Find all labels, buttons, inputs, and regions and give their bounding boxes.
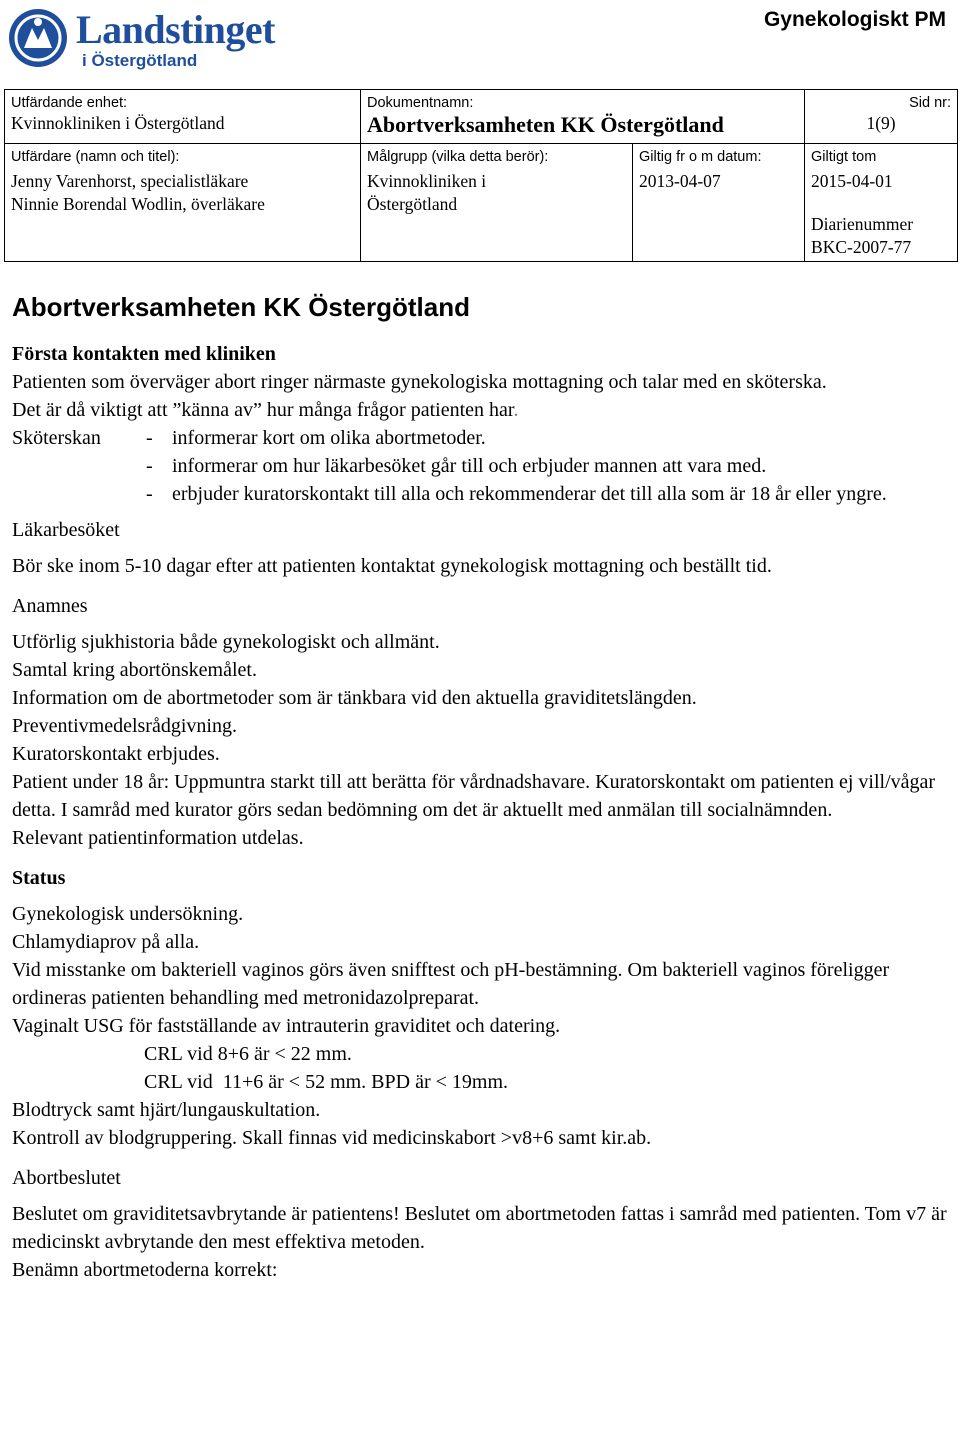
decision-heading: Abortbeslutet	[12, 1167, 121, 1189]
anamnes-heading: Anamnes	[12, 595, 88, 617]
nurse-lead: Sköterskan	[12, 427, 101, 449]
landstinget-emblem-icon	[6, 6, 70, 70]
first-contact-p2-end: .	[513, 399, 519, 421]
page-number-cell	[805, 90, 958, 144]
first-contact-p2	[12, 396, 952, 424]
list-dash: -	[146, 427, 153, 449]
list-item	[12, 424, 952, 452]
nurse-item-1: informerar kort om olika abortmetoder.	[172, 427, 486, 449]
valid-from-cell	[633, 144, 805, 262]
diary-number-label: Diarienummer	[811, 214, 914, 234]
doctor-visit-p1: Bör ske inom 5-10 dagar efter att patienten kontaktat gynekologisk mottagning och beställt tid.	[12, 555, 772, 577]
list-item	[12, 452, 952, 480]
issuer-name-2: Ninnie Borendal Wodlin, överläkare	[11, 194, 265, 214]
valid-to-value: 2015-04-01	[811, 171, 893, 191]
nurse-item-2: informerar om hur läkarbesöket går till och erbjuder mannen att vara med.	[172, 455, 767, 477]
anamnes-line-7: Relevant patientinformation utdelas.	[12, 827, 304, 849]
first-contact-p2-text: Det är då viktigt att ”känna av” hur många frågor patienten har	[12, 399, 514, 421]
diary-number-value: BKC-2007-77	[811, 237, 912, 257]
logo-subtitle: i Östergötland	[82, 51, 198, 70]
status-line-5: CRL vid 8+6 är < 22 mm.	[144, 1043, 352, 1065]
nurse-item-3: erbjuder kuratorskontakt till alla och rekommenderar det till alla som är 18 år eller yngre.	[172, 483, 887, 505]
decision-p1: Beslutet om graviditetsavbrytande är patientens! Beslutet om abortmetoden fattas i samråd med patienten. Tom v7 är medicinskt avbrytande den mest effektiva metoden.	[12, 1203, 947, 1253]
decision-p2: Benämn abortmetoderna korrekt:	[12, 1259, 278, 1281]
landstinget-logo	[6, 6, 296, 72]
anamnes-line-2: Samtal kring abortönskemålet.	[12, 659, 257, 681]
page-title: Abortverksamheten KK Östergötland	[12, 292, 470, 322]
status-heading: Status	[12, 867, 66, 889]
anamnes-line-3: Information om de abortmetoder som är tänkbara vid den aktuella graviditetslängden.	[12, 687, 697, 709]
issuer-label: Utfärdare (namn och titel):	[11, 149, 180, 165]
status-line-1: Gynekologisk undersökning.	[12, 903, 244, 925]
valid-to-cell	[805, 144, 958, 262]
valid-from-value: 2013-04-07	[639, 171, 721, 191]
list-dash: -	[146, 483, 153, 505]
issuing-unit-label: Utfärdande enhet:	[11, 95, 128, 111]
valid-to-label: Giltigt tom	[811, 149, 877, 165]
target-group-line-2: Östergötland	[367, 194, 458, 214]
document-metadata-table	[4, 89, 958, 262]
target-group-cell	[361, 144, 633, 262]
issuer-cell	[5, 144, 361, 262]
list-item	[12, 480, 952, 508]
status-line-6: CRL vid 11+6 är < 52 mm. BPD är < 19mm.	[144, 1071, 509, 1093]
first-contact-heading: Första kontakten med kliniken	[12, 343, 276, 365]
document-body	[12, 290, 952, 1284]
issuing-unit-value: Kvinnokliniken i Östergötland	[11, 113, 225, 133]
document-name-cell	[361, 90, 805, 144]
document-name-value: Abortverksamheten KK Östergötland	[367, 112, 724, 137]
anamnes-line-1: Utförlig sjukhistoria både gynekologiskt och allmänt.	[12, 631, 440, 653]
doctor-visit-heading: Läkarbesöket	[12, 519, 120, 541]
issuing-unit-cell	[5, 90, 361, 144]
page-number-label: Sid nr:	[909, 95, 952, 111]
status-line-8: Kontroll av blodgruppering. Skall finnas vid medicinskabort >v8+6 samt kir.ab.	[12, 1127, 652, 1149]
target-group-line-1: Kvinnokliniken i	[367, 171, 487, 191]
page-number-value: 1(9)	[866, 113, 896, 133]
status-line-4: Vaginalt USG för fastställande av intrauterin graviditet och datering.	[12, 1015, 561, 1037]
document-type: Gynekologiskt PM	[763, 8, 946, 31]
status-line-2: Chlamydiaprov på alla.	[12, 931, 200, 953]
anamnes-line-5: Kuratorskontakt erbjudes.	[12, 743, 220, 765]
list-dash: -	[146, 455, 153, 477]
issuer-name-1: Jenny Varenhorst, specialistläkare	[11, 171, 249, 191]
logo-name: Landstinget	[76, 7, 275, 52]
status-line-3: Vid misstanke om bakteriell vaginos görs även snifftest och pH-bestämning. Om bakteriell vaginos föreligger ordineras patienten behandling med metronidazolpreparat.	[12, 959, 890, 1009]
status-line-7: Blodtryck samt hjärt/lungauskultation.	[12, 1099, 321, 1121]
first-contact-p1: Patienten som överväger abort ringer närmaste gynekologiska mottagning och talar med en sköterska.	[12, 371, 827, 393]
anamnes-line-6: Patient under 18 år: Uppmuntra starkt till att berätta för vårdnadshavare. Kuratorskontakt om patienten ej vill/vågar detta. I samråd med kurator görs sedan bedömning om det är aktuellt med anmälan till socialnämnden.	[12, 771, 936, 821]
valid-from-label: Giltig fr o m datum:	[639, 149, 762, 165]
target-group-label: Målgrupp (vilka detta berör):	[367, 149, 549, 165]
document-name-label: Dokumentnamn:	[367, 95, 474, 111]
anamnes-line-4: Preventivmedelsrådgivning.	[12, 715, 237, 737]
